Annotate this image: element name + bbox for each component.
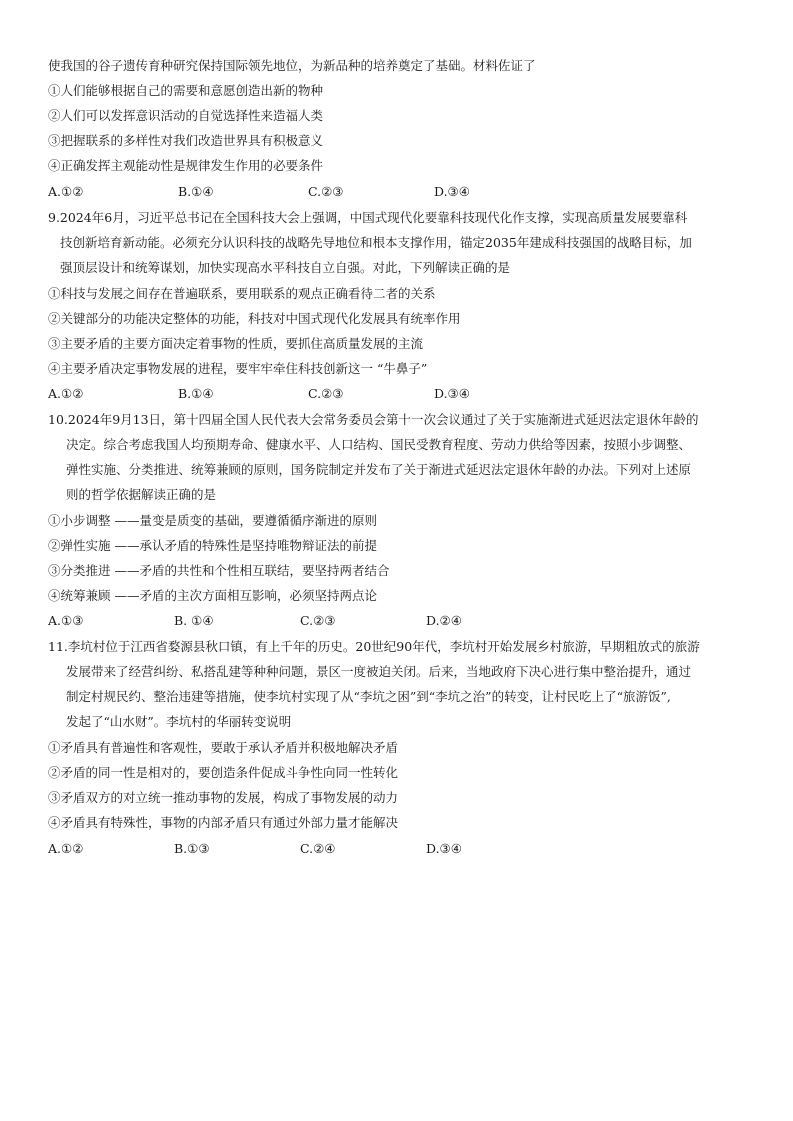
- q10-stem-line-2: 决定。综合考虑我国人均预期寿命、健康水平、人口结构、国民受教育程度、劳动力供给等因素，按照小步调整、: [66, 437, 692, 452]
- q11-item-3: ③矛盾双方的对立统一推动事物的发展，构成了事物发展的动力: [48, 790, 399, 805]
- option-a: A.①②: [48, 841, 84, 856]
- option-d: D.③④: [434, 184, 470, 199]
- q11-stem-line-1: 11.李坑村位于江西省婺源县秋口镇，有上千年的历史。20世纪90年代，李坑村开始发展乡村旅游，早期粗放式的旅游: [48, 639, 700, 654]
- option-b: B.①④: [178, 184, 214, 199]
- q11-item-2: ②矛盾的同一性是相对的，要创造条件促成斗争性向同一性转化: [48, 765, 399, 780]
- intro-line: 使我国的谷子遗传育种研究保持国际领先地位，为新品种的培养奠定了基础。材料佐证了: [48, 58, 536, 73]
- option-c: C.②③: [300, 613, 336, 628]
- q10-stem-line-3: 弹性实施、分类推进、统筹兼顾的原则，国务院制定并发布了关于渐进式延迟法定退休年龄的办法。下列对上述原: [66, 462, 692, 477]
- q10-item-2: ②弹性实施 ——承认矛盾的特殊性是坚持唯物辩证法的前提: [48, 538, 377, 553]
- option-d: D.③④: [426, 841, 462, 856]
- q9-stem-line-1: 9.2024年6月，习近平总书记在全国科技大会上强调，中国式现代化要靠科技现代化作支撑，实现高质量发展要靠科: [48, 210, 688, 225]
- intro-item-1: ①人们能够根据自己的需要和意愿创造出新的物种: [48, 83, 324, 98]
- option-b: B.①③: [174, 841, 210, 856]
- q11-item-4: ④矛盾具有特殊性，事物的内部矛盾只有通过外部力量才能解决: [48, 815, 399, 830]
- option-a: A.①②: [48, 386, 84, 401]
- q11-stem-line-2: 发展带来了经营纠纷、私搭乱建等种种问题，景区一度被迫关闭。后来，当地政府下决心进行集中整治提升，通过: [66, 664, 692, 679]
- option-a: A.①③: [48, 613, 84, 628]
- q10-stem-line-1: 10.2024年9月13日，第十四届全国人民代表大会常务委员会第十一次会议通过了关于实施渐进式延迟法定退休年龄的: [48, 412, 699, 427]
- intro-item-3: ③把握联系的多样性对我们改造世界具有积极意义: [48, 133, 324, 148]
- q9-item-3: ③主要矛盾的主要方面决定着事物的性质，要抓住高质量发展的主流: [48, 336, 424, 351]
- q11-stem-line-4: 发起了“山水财”。李坑村的华丽转变说明: [66, 714, 292, 729]
- q11-item-1: ①矛盾具有普遍性和客观性，要敢于承认矛盾并积极地解决矛盾: [48, 740, 399, 755]
- option-c: C.②③: [308, 386, 344, 401]
- intro-item-2: ②人们可以发挥意识活动的自觉选择性来造福人类: [48, 108, 324, 123]
- q9-item-1: ①科技与发展之间存在普遍联系，要用联系的观点正确看待二者的关系: [48, 286, 436, 301]
- q11-stem-line-3: 制定村规民约、整治违建等措施，使李坑村实现了从“李坑之困”到“李坑之治”的转变，让村民吃上了“旅游饭”,: [66, 689, 671, 704]
- option-c: C.②③: [308, 184, 344, 199]
- option-b: B. ①④: [174, 613, 214, 628]
- q10-stem-line-4: 则的哲学依据解读正确的是: [66, 487, 217, 502]
- intro-item-4: ④正确发挥主观能动性是规律发生作用的必要条件: [48, 158, 324, 173]
- q9-item-4: ④主要矛盾决定事物发展的进程，要牢牢牵住科技创新这一 “牛鼻子”: [48, 361, 428, 376]
- q9-item-2: ②关键部分的功能决定整体的功能，科技对中国式现代化发展具有统率作用: [48, 311, 461, 326]
- option-c: C.②④: [300, 841, 336, 856]
- q10-item-3: ③分类推进 ——矛盾的共性和个性相互联结，要坚持两者结合: [48, 563, 390, 578]
- option-d: D.③④: [434, 386, 470, 401]
- q10-item-1: ①小步调整 ——量变是质变的基础，要遵循循序渐进的原则: [48, 513, 377, 528]
- q9-stem-line-3: 强顶层设计和统筹谋划，加快实现高水平科技自立自强。对此，下列解读正确的是: [60, 260, 511, 275]
- option-b: B.①④: [178, 386, 214, 401]
- q9-stem-line-2: 技创新培育新动能。必须充分认识科技的战略先导地位和根本支撑作用，锚定2035年建成科技强国的战略目标，加: [60, 235, 692, 250]
- option-a: A.①②: [48, 184, 84, 199]
- q10-item-4: ④统筹兼顾 ——矛盾的主次方面相互影响，必须坚持两点论: [48, 588, 377, 603]
- option-d: D.②④: [426, 613, 462, 628]
